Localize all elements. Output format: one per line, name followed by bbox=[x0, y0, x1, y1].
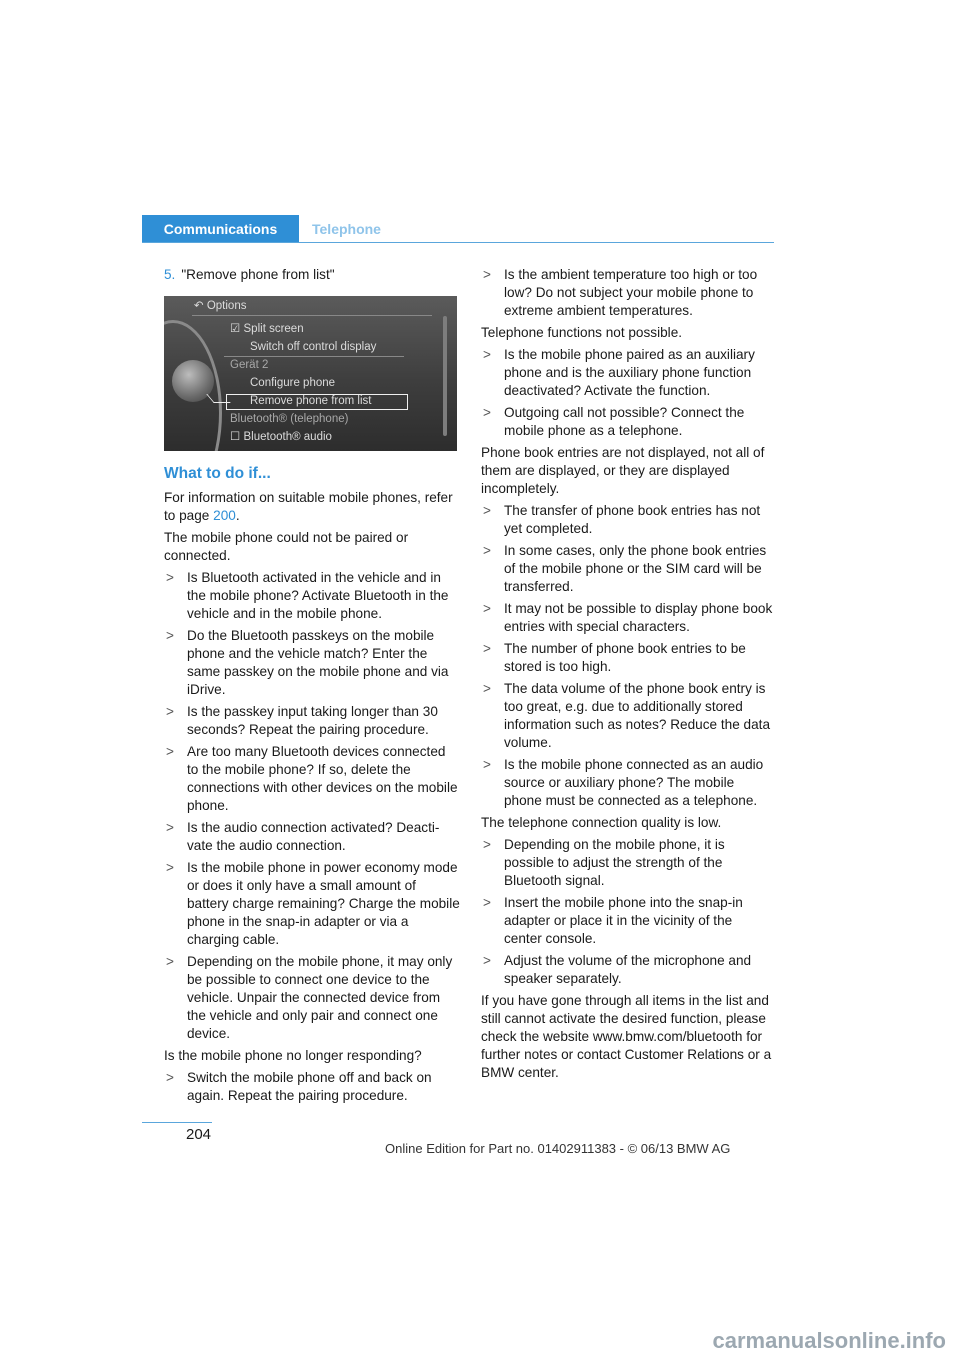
bullet-text: Insert the mobile phone into the snap-in adapter or place it in the vicinity of the center console. bbox=[504, 895, 743, 946]
bullet-item bbox=[481, 952, 773, 988]
bullet-item bbox=[481, 346, 773, 400]
bullet-text: Depending on the mobile phone, it is possible to adjust the strength of the Bluetooth signal. bbox=[504, 837, 725, 888]
bullet-text: Is the passkey input taking longer than 30 seconds? Repeat the pairing procedure. bbox=[187, 704, 438, 737]
problem-pairing: The mobile phone could not be paired or connected. bbox=[164, 530, 409, 563]
bullet-item bbox=[164, 819, 460, 855]
bullet-mark: > bbox=[483, 953, 491, 968]
checkbox-checked-icon: ☑ bbox=[230, 323, 244, 335]
bullet-mark: > bbox=[166, 628, 174, 643]
screen-item-remove: Remove phone from list bbox=[250, 395, 372, 407]
bullet-mark: > bbox=[166, 1070, 174, 1085]
bullet-item bbox=[481, 600, 773, 636]
bullet-list-responding bbox=[164, 1069, 460, 1105]
bullet-text: Is the audio connection activated? Deacti-vate the audio connection. bbox=[187, 820, 440, 853]
problem-not-responding: Is the mobile phone no longer responding? bbox=[164, 1048, 422, 1063]
bullet-text: Is the mobile phone in power economy mode or does it only have a small amount of battery charge remaining? Charge the mobile phone in the snap-in adapter or via a charging cable. bbox=[187, 860, 460, 947]
bullet-mark: > bbox=[483, 895, 491, 910]
bullet-mark: > bbox=[166, 744, 174, 759]
intro-paragraph: For information on suitable mobile phones, refer to page 200. bbox=[164, 490, 453, 523]
bullet-text: Adjust the volume of the microphone and speaker separately. bbox=[504, 953, 752, 986]
screen-item-configure: Configure phone bbox=[250, 377, 336, 389]
bullet-mark: > bbox=[483, 837, 491, 852]
left-column bbox=[164, 266, 460, 1109]
bullet-text: Outgoing call not possible? Connect the mobile phone as a telephone. bbox=[504, 405, 745, 438]
bullet-item bbox=[481, 756, 773, 810]
bullet-mark: > bbox=[483, 267, 491, 282]
screen-item-split: ☑ Split screen bbox=[230, 323, 304, 335]
screen-divider bbox=[192, 315, 432, 316]
bullet-item bbox=[164, 953, 460, 1043]
bullet-text: In some cases, only the phone book entries of the mobile phone or the SIM card will be transferred. bbox=[504, 543, 767, 594]
bullet-list-phonebook bbox=[481, 502, 773, 810]
bullet-item bbox=[481, 836, 773, 890]
bullet-mark: > bbox=[483, 681, 491, 696]
bullet-mark: > bbox=[483, 347, 491, 362]
screen-group-device: Gerät 2 bbox=[230, 359, 269, 371]
bullet-text: It may not be possible to display phone book entries with special characters. bbox=[504, 601, 773, 634]
bullet-mark: > bbox=[483, 405, 491, 420]
bullet-item bbox=[481, 266, 773, 320]
bullet-item bbox=[481, 502, 773, 538]
bullet-mark: > bbox=[166, 954, 174, 969]
bullet-mark: > bbox=[166, 570, 174, 585]
bullet-text: Do the Bluetooth passkeys on the mobile phone and the vehicle match? Enter the same passkey on the mobile phone and via iDrive. bbox=[187, 628, 449, 697]
bullet-item bbox=[164, 1069, 460, 1105]
bullet-item bbox=[481, 640, 773, 676]
bullet-mark: > bbox=[166, 820, 174, 835]
step-5 bbox=[164, 266, 460, 284]
bullet-item bbox=[481, 542, 773, 596]
bullet-item bbox=[164, 703, 460, 739]
bullet-mark: > bbox=[166, 860, 174, 875]
right-column bbox=[481, 266, 773, 1086]
screen-item-switch-off: Switch off control display bbox=[250, 341, 377, 353]
bullet-mark: > bbox=[483, 543, 491, 558]
screen-item-audio: ☐ Bluetooth® audio bbox=[230, 431, 332, 443]
page-link[interactable]: 200 bbox=[213, 508, 236, 523]
section-tab: Communications bbox=[142, 215, 299, 242]
bullet-list-quality bbox=[481, 836, 773, 988]
bullet-text: Are too many Bluetooth devices connected to the mobile phone? If so, delete the connections with other devices on the mobile phone. bbox=[187, 744, 458, 813]
idrive-screen-image bbox=[164, 296, 457, 451]
bullet-text: Is the mobile phone connected as an audio source or auxiliary phone? The mobile phone must be connected as a telephone. bbox=[504, 757, 764, 808]
bullet-text: Switch the mobile phone off and back on again. Repeat the pairing procedure. bbox=[187, 1070, 432, 1103]
screen-group-bluetooth: Bluetooth® (telephone) bbox=[230, 413, 349, 425]
bullet-item bbox=[481, 404, 773, 440]
edition-note: Online Edition for Part no. 01402911383 - © 06/13 BMW AG bbox=[385, 1141, 731, 1156]
closing-paragraph: If you have gone through all items in the list and still cannot activate the desired function, please check the website www.bmw.com/bluetooth for further notes or contact Customer Relations or a BMW center. bbox=[481, 993, 772, 1080]
bullet-mark: > bbox=[166, 704, 174, 719]
bullet-text: The transfer of phone book entries has not yet completed. bbox=[504, 503, 761, 536]
footer-rule bbox=[142, 1122, 212, 1123]
bullet-mark: > bbox=[483, 757, 491, 772]
problem-functions: Telephone functions not possible. bbox=[481, 325, 683, 340]
page-number: 204 bbox=[186, 1126, 212, 1143]
back-arrow-icon: ↶ bbox=[194, 300, 207, 312]
bullet-item bbox=[481, 680, 773, 752]
step-text: "Remove phone from list" bbox=[181, 267, 335, 282]
screen-title: ↶ Options bbox=[194, 300, 247, 312]
problem-phonebook: Phone book entries are not displayed, not all of them are displayed, or they are displayed incompletely. bbox=[481, 445, 765, 496]
screen-divider bbox=[224, 356, 404, 357]
section-heading: What to do if... bbox=[164, 465, 271, 482]
bullet-item bbox=[164, 859, 460, 949]
watermark: carmanualsonline.info bbox=[712, 1328, 946, 1353]
step-number: 5. bbox=[164, 267, 176, 282]
bullet-text: The data volume of the phone book entry is too great, e.g. due to additionally stored information such as notes? Reduce the data volume. bbox=[504, 681, 771, 750]
bullet-list-temperature bbox=[481, 266, 773, 320]
bullet-item bbox=[164, 569, 460, 623]
bullet-text: Is the mobile phone paired as an auxiliary phone and is the auxiliary phone function deactivated? Activate the function. bbox=[504, 347, 755, 398]
bullet-list-pairing bbox=[164, 569, 460, 1043]
bullet-item bbox=[481, 894, 773, 948]
subsection-label: Telephone bbox=[312, 221, 381, 237]
page-header bbox=[142, 215, 774, 243]
bullet-text: Depending on the mobile phone, it may only be possible to connect one device to the vehicle. Unpair the connected device from the vehicle and only pair and connect one device. bbox=[187, 954, 453, 1041]
bullet-text: The number of phone book entries to be stored is too high. bbox=[504, 641, 746, 674]
screen-scrollbar bbox=[443, 316, 447, 436]
bullet-text: Is Bluetooth activated in the vehicle and in the mobile phone? Activate Bluetooth in the vehicle and in the mobile phone. bbox=[187, 570, 449, 621]
bullet-item bbox=[164, 743, 460, 815]
bullet-mark: > bbox=[483, 503, 491, 518]
checkbox-empty-icon: ☐ bbox=[230, 431, 244, 443]
bullet-mark: > bbox=[483, 601, 491, 616]
bullet-item bbox=[164, 627, 460, 699]
bullet-list-functions bbox=[481, 346, 773, 440]
problem-quality: The telephone connection quality is low. bbox=[481, 815, 722, 830]
bullet-mark: > bbox=[483, 641, 491, 656]
bullet-text: Is the ambient temperature too high or too low? Do not subject your mobile phone to extreme ambient temperatures. bbox=[504, 267, 758, 318]
